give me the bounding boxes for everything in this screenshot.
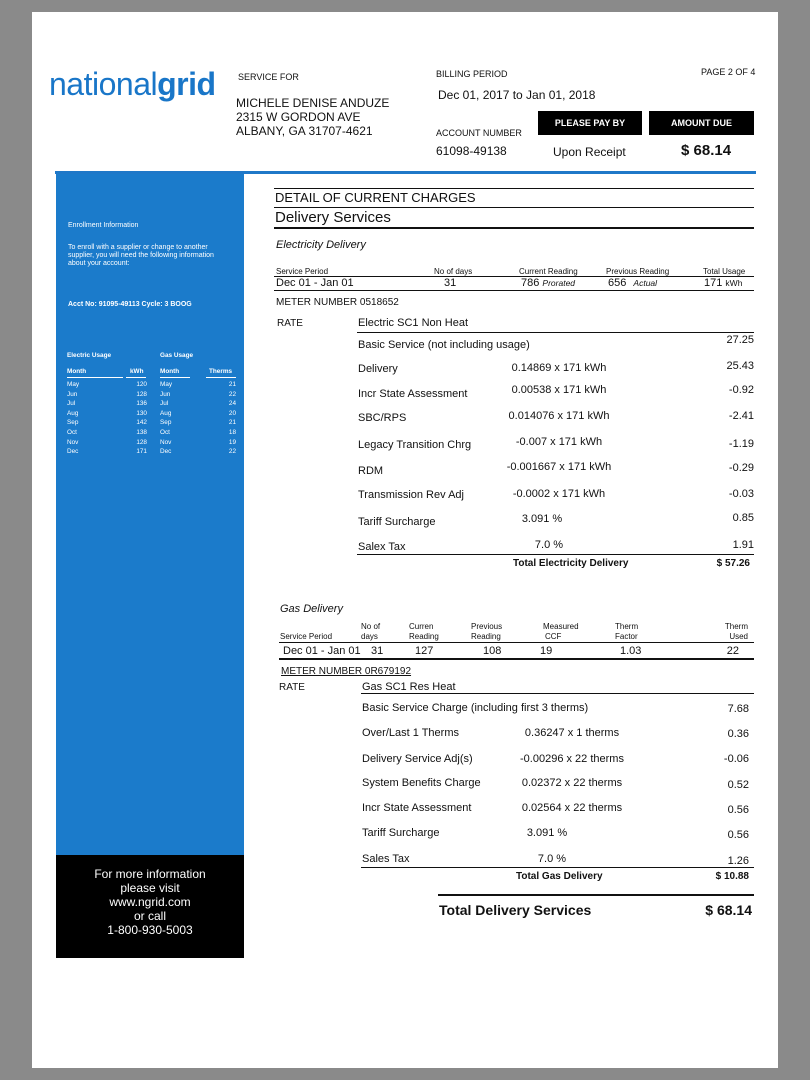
- address-line-2: ALBANY, GA 31707-4621: [236, 124, 373, 138]
- gas-col-factor: Therm Factor: [615, 622, 639, 641]
- table-row: Jun 22: [160, 390, 236, 398]
- electric-col-total: Total Usage: [703, 267, 746, 276]
- electric-previous-reading: 656 Actual: [608, 277, 658, 289]
- charge-calc: 7.0 %: [534, 539, 564, 551]
- charge-amount: 1.26: [727, 855, 749, 867]
- charge-calc: -0.007 x 171 kWh: [515, 436, 603, 448]
- charge-amount: 0.56: [727, 829, 749, 841]
- electric-usage-label: Electric Usage: [67, 352, 112, 359]
- more-info-box: [56, 855, 244, 958]
- charge-name: Delivery: [358, 363, 398, 375]
- gas-rate-rule: [361, 693, 754, 694]
- gas-previous-reading: 108: [483, 645, 502, 657]
- charge-amount: -0.29: [728, 462, 754, 474]
- electric-rate-name: Electric SC1 Non Heat: [358, 317, 469, 329]
- section-rule: [274, 227, 754, 229]
- charge-name: Basic Service Charge (including first 3 therms): [362, 702, 589, 714]
- table-row: Dec 22: [160, 448, 236, 456]
- phone-number[interactable]: 1-800-930-5003: [107, 923, 193, 937]
- charge-name: SBC/RPS: [358, 412, 407, 424]
- electric-total-usage: 171 kWh: [704, 277, 743, 289]
- electric-meter-number: METER NUMBER 0518652: [276, 297, 399, 308]
- charge-calc: 0.02372 x 22 therms: [521, 777, 623, 789]
- gas-total-amount: $ 10.88: [715, 871, 749, 882]
- charge-calc: 7.0 %: [537, 853, 567, 865]
- charge-name: System Benefits Charge: [362, 777, 481, 789]
- charge-amount: 0.52: [727, 779, 749, 791]
- table-row: Oct 18: [160, 428, 236, 436]
- table-row: Nov 19: [160, 438, 236, 446]
- gas-usage-table: [160, 380, 236, 457]
- electric-month-header: Month: [67, 368, 87, 375]
- charge-amount: -0.03: [728, 488, 754, 500]
- charge-calc: 0.014076 x 171 kWh: [508, 410, 610, 422]
- gas-total-rule: [361, 867, 754, 868]
- grand-total-amount: $ 68.14: [705, 902, 752, 918]
- table-row: Aug 20: [160, 409, 236, 417]
- charge-calc: -0.0002 x 171 kWh: [512, 488, 606, 500]
- table-row: Jun 128: [67, 390, 147, 398]
- table-row: Aug 130: [67, 409, 147, 417]
- gas-period: Dec 01 - Jan 01: [283, 645, 361, 657]
- detail-title-rule: [274, 207, 754, 208]
- charge-calc: 0.00538 x 171 kWh: [511, 384, 607, 396]
- charge-name: Legacy Transition Chrg: [358, 439, 472, 451]
- charge-calc: 0.14869 x 171 kWh: [511, 362, 607, 374]
- charge-calc: 3.091 %: [521, 513, 563, 525]
- charge-name: Incr State Assessment: [358, 388, 468, 400]
- charge-calc: 3.091 %: [526, 827, 568, 839]
- national-grid-logo: nationalgrid: [49, 66, 216, 102]
- table-row: Nov 128: [67, 438, 147, 446]
- electric-header-rule: [67, 377, 123, 378]
- table-row: Sep 21: [160, 419, 236, 427]
- table-row: Jul 136: [67, 400, 147, 408]
- charge-name: Incr State Assessment: [362, 802, 472, 814]
- gas-col-days: No of days: [361, 622, 381, 641]
- amount-due-value: $ 68.14: [681, 142, 732, 159]
- charge-amount: 27.25: [726, 334, 754, 346]
- table-row: Dec 171: [67, 448, 147, 456]
- charge-name: RDM: [358, 465, 384, 477]
- charge-name: Transmission Rev Adj: [358, 489, 464, 501]
- electric-col-previous: Previous Reading: [606, 267, 670, 276]
- account-number: 61098-49138: [436, 144, 507, 158]
- table-row: May 120: [67, 381, 147, 388]
- gas-meter-number: METER NUMBER 0R679192: [281, 666, 412, 677]
- website-link[interactable]: www.ngrid.com: [109, 895, 191, 909]
- electric-col-current: Current Reading: [519, 267, 578, 276]
- charge-calc: 0.02564 x 22 therms: [521, 802, 623, 814]
- electric-usage-table: [67, 380, 147, 457]
- charge-amount: 0.85: [732, 512, 754, 524]
- please-pay-by-label: PLEASE PAY BY: [538, 111, 642, 135]
- page-number: PAGE 2 OF 4: [701, 67, 756, 77]
- charge-name: Tariff Surcharge: [358, 516, 436, 528]
- gas-header-rule: [160, 377, 190, 378]
- more-info-line-2: please visit: [120, 881, 180, 895]
- gas-col-service-period: Service Period: [280, 632, 333, 641]
- electric-rate-label: RATE: [277, 318, 303, 329]
- charge-amount: -0.92: [728, 384, 754, 396]
- charge-amount: -2.41: [728, 410, 754, 422]
- bill-page: [32, 12, 778, 1068]
- gas-days: 31: [371, 645, 384, 657]
- gas-therm-factor: 1.03: [620, 645, 642, 657]
- more-info-line-1: For more information: [94, 867, 206, 881]
- gas-section-title: Gas Delivery: [280, 603, 343, 615]
- charge-amount: 7.68: [727, 703, 749, 715]
- charge-name: Delivery Service Adj(s): [362, 753, 473, 765]
- electric-col-service-period: Service Period: [276, 267, 329, 276]
- gas-reading-rule: [279, 658, 754, 660]
- electric-total-amount: $ 57.26: [716, 558, 750, 569]
- detail-title: DETAIL OF CURRENT CHARGES: [275, 190, 476, 205]
- charge-amount: -1.19: [728, 438, 754, 450]
- gas-rate-name: Gas SC1 Res Heat: [362, 681, 456, 693]
- address-line-1: 2315 W GORDON AVE: [236, 110, 361, 124]
- gas-month-header: Month: [160, 368, 180, 375]
- charge-name: Over/Last 1 Therms: [362, 727, 459, 739]
- electric-period: Dec 01 - Jan 01: [276, 277, 354, 289]
- customer-address: [236, 96, 389, 138]
- charge-calc: -0.00296 x 22 therms: [520, 753, 624, 765]
- electric-col-days: No of days: [434, 267, 473, 276]
- table-row: Sep 142: [67, 419, 147, 427]
- gas-col-current: Curren Reading: [409, 622, 439, 641]
- charge-name: Sales Tax: [362, 853, 410, 865]
- account-number-label: ACCOUNT NUMBER: [436, 128, 522, 138]
- service-for-label: SERVICE FOR: [238, 72, 299, 82]
- electric-section-title: Electricity Delivery: [276, 239, 366, 251]
- charge-name: Basic Service (not including usage): [358, 339, 530, 351]
- gas-current-reading: 127: [415, 645, 434, 657]
- electric-days: 31: [444, 277, 457, 289]
- electric-total-label: Total Electricity Delivery: [513, 558, 629, 569]
- charge-amount: 1.91: [732, 539, 754, 551]
- gas-ccf: 19: [540, 645, 553, 657]
- enrollment-title: Enrollment Information: [68, 222, 139, 229]
- billing-period-label: BILLING PERIOD: [436, 69, 508, 79]
- kwh-header-rule: [126, 377, 146, 378]
- gas-rate-label: RATE: [279, 682, 305, 693]
- gas-col-previous: Previous Reading: [471, 622, 503, 641]
- electric-rate-rule: [357, 332, 754, 333]
- charge-calc: -0.001667 x 171 kWh: [506, 461, 612, 473]
- section-title: Delivery Services: [275, 209, 391, 226]
- gas-total-label: Total Gas Delivery: [516, 871, 603, 882]
- amount-due-label: AMOUNT DUE: [649, 111, 754, 135]
- charge-amount: 0.36: [727, 728, 749, 740]
- pay-by-value: Upon Receipt: [553, 145, 626, 159]
- electric-reading-rule: [274, 290, 754, 291]
- account-cycle: Acct No: 91095-49113 Cycle: 3 BOOG: [68, 301, 192, 308]
- billing-period: Dec 01, 2017 to Jan 01, 2018: [438, 88, 596, 102]
- gas-col-ccf: Measured CCF: [543, 622, 579, 641]
- table-row: Jul 24: [160, 400, 236, 408]
- detail-top-rule: [274, 188, 754, 189]
- electric-total-rule: [357, 554, 754, 555]
- therms-header: Therms: [209, 368, 233, 375]
- charge-calc: 0.36247 x 1 therms: [524, 727, 620, 739]
- charge-amount: -0.06: [723, 753, 749, 765]
- table-row: Oct 138: [67, 428, 147, 436]
- charge-amount: 0.56: [727, 804, 749, 816]
- table-row: May 21: [160, 381, 236, 388]
- charge-amount: 25.43: [726, 360, 754, 372]
- therms-header-rule: [206, 377, 236, 378]
- grand-total-label: Total Delivery Services: [439, 902, 592, 918]
- charge-name: Tariff Surcharge: [362, 827, 440, 839]
- electric-current-reading: 786 Prorated: [521, 277, 576, 289]
- grand-total-rule: [438, 894, 754, 896]
- more-info-line-4: or call: [133, 909, 166, 923]
- charge-name: Salex Tax: [358, 541, 406, 553]
- enrollment-text: To enroll with a supplier or change to another supplier, you will need the following information about your account:: [68, 244, 214, 267]
- customer-name: MICHELE DENISE ANDUZE: [236, 96, 390, 110]
- gas-col-used: Therm Used: [724, 622, 748, 641]
- gas-therm-used: 22: [726, 645, 739, 657]
- gas-col-rule: [279, 642, 754, 643]
- kwh-header: kWh: [130, 368, 144, 375]
- gas-usage-label: Gas Usage: [160, 352, 194, 359]
- sidebar: [56, 174, 244, 855]
